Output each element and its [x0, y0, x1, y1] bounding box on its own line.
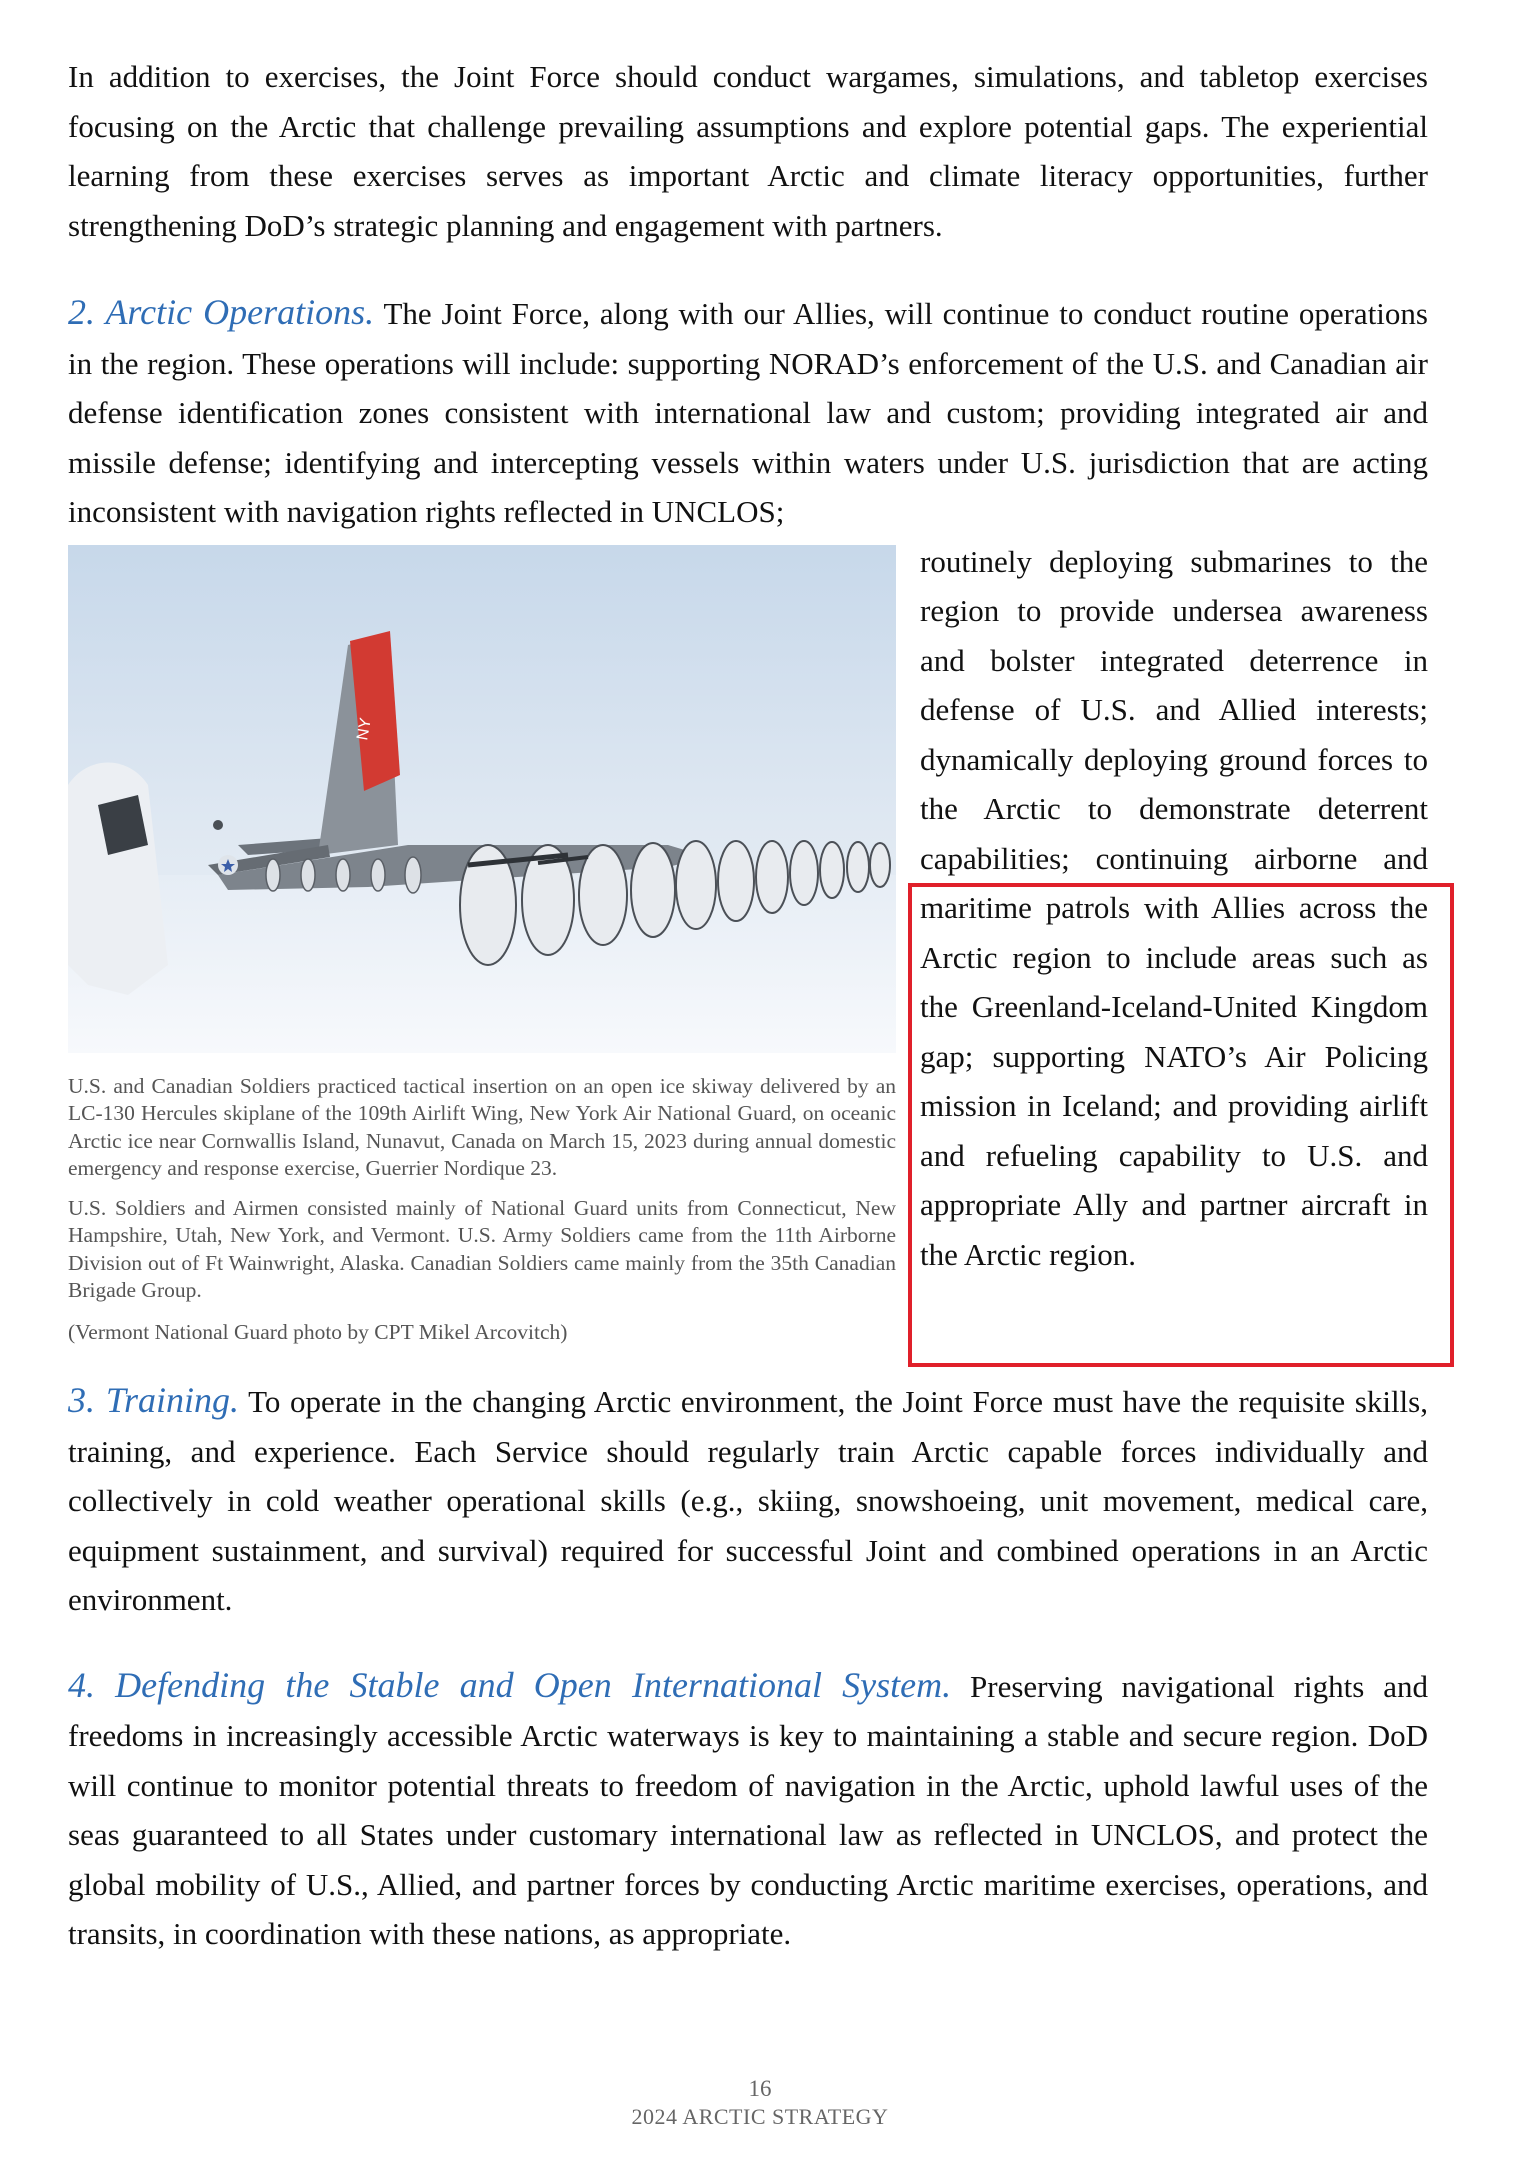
heading-arctic-operations: 2. Arctic Operations. — [68, 292, 375, 332]
paragraph-training — [68, 1376, 1428, 1625]
operations-two-column — [68, 537, 1428, 1347]
paragraph-defending — [68, 1661, 1428, 1959]
photo-credit: (Vermont National Guard photo by CPT Mikel Arcovitch) — [68, 1319, 568, 1344]
heading-defending: 4. Defending the Stable and Open International System. — [68, 1664, 952, 1705]
footer-title: 2024 ARCTIC STRATEGY — [631, 2104, 889, 2129]
defending-text: Preserving navigational rights and freedoms in increasingly accessible Arctic waterways is key to maintaining a stable and secure region. DoD will continue to monitor potential threats to freedom of navigation in the Arctic, uphold lawful uses of the seas guaranteed to all States under customary international law as reflected in UNCLOS, and protect the global mobility of U.S., Allied, and partner forces by conducting Arctic maritime exercises, operations, and transits, in coordination with these nations, as appropriate. — [68, 1668, 1428, 1951]
photo-caption-1: U.S. and Canadian Soldiers practiced tactical insertion on an open ice skiway delivered by an LC-130 Hercules skiplane of the 109th Airlift Wing, New York Air National Guard, on oceanic Arctic ice near Cornwallis Island, Nunavut, Canada on March 15, 2023 during annual domestic emergency and response exercise, Guerrier Nordique 23. — [68, 1073, 896, 1180]
arctic-operations-continued: routinely deploying submarines to the region to provide undersea awareness and bolster integrated deterrence in defense of U.S. and Allied interests; dynamically deploying ground forces to the Arctic to demonstrate deterrent capabilities; continuing airborne and maritime patrols with Allies across the Arctic region to include areas such as the Greenland-Iceland-United Kingdom gap; supporting NATO’s Air Policing mission in Iceland; and providing airlift and refueling capability to U.S. and appropriate Ally and partner aircraft in the Arctic region. — [920, 543, 1428, 1272]
tail-marking: NY — [354, 716, 375, 742]
page-number: 16 — [748, 2076, 772, 2101]
photo-caption-2: U.S. Soldiers and Airmen consisted mainly of National Guard units from Connecticut, New Hampshire, Utah, New York, and Vermont. U.S. Army Soldiers came from the 11th Airborne Division out of Ft Wainwright, Alaska. Canadian Soldiers came mainly from the 35th Canadian Brigade Group. — [68, 1195, 896, 1302]
paragraph-arctic-operations — [68, 288, 1428, 537]
paragraph-intro: In addition to exercises, the Joint Force should conduct wargames, simulations, and tabletop exercises focusing on the Arctic that challenge prevailing assumptions and explore potential gaps. The experiential learning from these exercises serves as important Arctic and climate literacy opportunities, further strengthening DoD’s strategic planning and engagement with partners. — [68, 59, 1428, 243]
training-text: To operate in the changing Arctic environment, the Joint Force must have the requisite skills, training, and experience. Each Service should regularly train Arctic capable forces individually and collectively in cold weather operational skills (e.g., skiing, snowshoeing, unit movement, medical care, equipment sustainment, and survival) required for successful Joint and combined operations in an Arctic environment. — [68, 1384, 1428, 1617]
photo-column — [68, 545, 896, 1347]
arctic-soldiers-photo — [68, 545, 896, 1053]
text-column — [920, 537, 1428, 1347]
document-page — [68, 52, 1428, 1959]
arctic-operations-text: The Joint Force, along with our Allies, will continue to conduct routine operations in the region. These operations will include: supporting NORAD’s enforcement of the U.S. and Canadian air defense identification zones consistent with international law and custom; providing integrated air and missile defense; identifying and intercepting vessels within waters under U.S. jurisdiction that are acting inconsistent with navigation rights reflected in UNCLOS; — [68, 296, 1428, 529]
heading-training: 3. Training. — [68, 1380, 239, 1420]
